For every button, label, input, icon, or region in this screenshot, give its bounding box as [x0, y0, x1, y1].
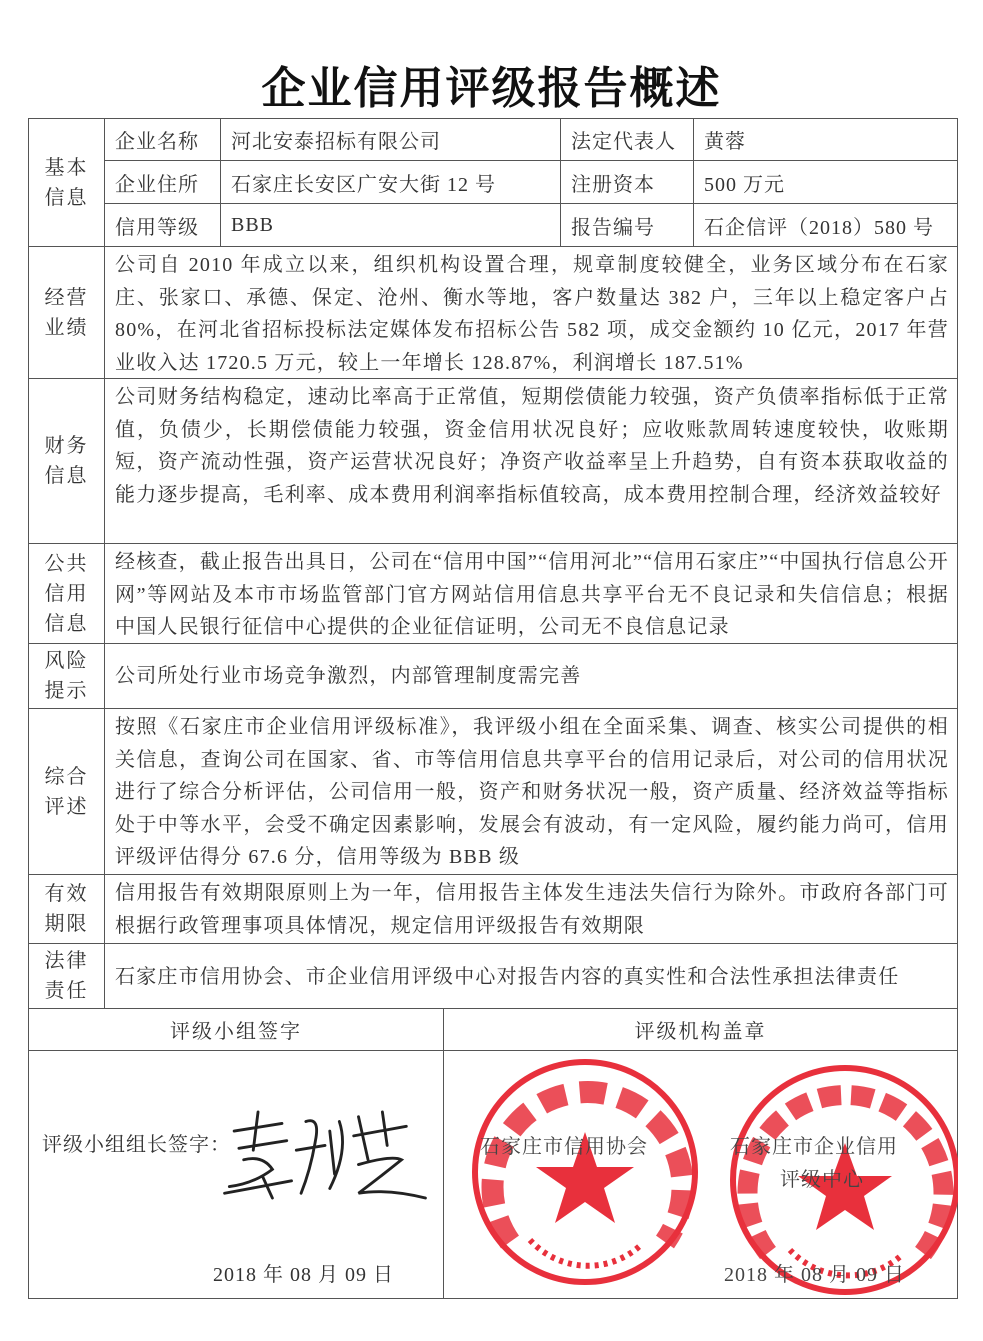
stamp-credit-association — [470, 1052, 700, 1292]
basic-info-label: 基本信息 — [28, 118, 105, 247]
field-label-company-name: 企业名称 — [104, 118, 221, 161]
field-value-capital: 500 万元 — [693, 160, 958, 204]
left-date: 2018 年 08 月 09 日 — [213, 1264, 394, 1286]
section-text-legal: 石家庄市信用协会、市企业信用评级中心对报告内容的真实性和合法性承担法律责任 — [104, 943, 958, 1009]
section-text-validity: 信用报告有效期限原则上为一年，信用报告主体发生违法失信行为除外。市政府各部门可根据行政管理事项具体情况，规定信用评级报告有效期限 — [104, 874, 958, 944]
section-text-risk: 公司所处行业市场竞争激烈，内部管理制度需完善 — [104, 643, 958, 709]
org2-name-line1: 石家庄市企业信用 — [730, 1136, 898, 1158]
section-label-public-credit: 公共信用信息 — [28, 543, 105, 644]
signature-header-right: 评级机构盖章 — [443, 1008, 958, 1051]
section-label-risk: 风险提示 — [28, 643, 105, 709]
field-label-address: 企业住所 — [104, 160, 221, 204]
field-value-credit-grade: BBB — [220, 203, 561, 247]
field-value-legal-rep: 黄蓉 — [693, 118, 958, 161]
field-value-company-name: 河北安泰招标有限公司 — [220, 118, 561, 161]
section-text-performance: 公司自 2010 年成立以来，组织机构设置合理，规章制度较健全，业务区域分布在石家庄、张家口、承德、保定、沧州、衡水等地，客户数量达 382 户，三年以上稳定客户占 80%，在河北省招标投标法定媒体发布招标公告 582 项，成交金额约 10 亿元，2017 年营业收入达 1720.5 万元，较上一年增长 128.87%，利润增长 187.51% — [104, 246, 958, 379]
org2-name-line2: 评级中心 — [780, 1169, 864, 1191]
page-title: 企业信用评级报告概述 — [261, 64, 722, 113]
section-label-performance: 经营业绩 — [28, 246, 105, 379]
section-label-validity: 有效期限 — [28, 874, 105, 944]
section-label-summary: 综合评述 — [28, 708, 105, 875]
handwritten-signature — [215, 1100, 435, 1210]
field-label-report-no: 报告编号 — [560, 203, 694, 247]
right-date: 2018 年 08 月 09 日 — [724, 1264, 905, 1286]
section-text-summary: 按照《石家庄市企业信用评级标准》，我评级小组在全面采集、调查、核实公司提供的相关信息，查询公司在国家、省、市等信用信息共享平台的信用记录后，对公司的信用状况进行了综合分析评估，公司信用一般，资产和财务状况一般，资产质量、经济效益等指标处于中等水平，会受不确定因素影响，发展会有波动，有一定风险，履约能力尚可，信用评级评估得分 67.6 分，信用等级为 BBB 级 — [104, 708, 958, 875]
section-text-public-credit: 经核查，截止报告出具日，公司在“信用中国”“信用河北”“信用石家庄”“中国执行信息公开网”等网站及本市市场监管部门官方网站信用信息共享平台无不良记录和失信信息；根据中国人民银行征信中心提供的企业征信证明，公司无不良信息记录 — [104, 543, 958, 644]
field-value-report-no: 石企信评（2018）580 号 — [693, 203, 958, 247]
section-text-finance: 公司财务结构稳定，速动比率高于正常值，短期偿债能力较强，资产负债率指标低于正常值，负债少，长期偿债能力较强，资金信用状况良好；应收账款周转速度较快，收账期短，资产流动性强，资产运营状况良好；净资产收益率呈上升趋势，自有资本获取收益的能力逐步提高，毛利率、成本费用利润率指标值较高，成本费用控制合理，经济效益较好 — [104, 378, 958, 544]
section-label-legal: 法律责任 — [28, 943, 105, 1009]
field-value-address: 石家庄长安区广安大街 12 号 — [220, 160, 561, 204]
org1-name: 石家庄市信用协会 — [480, 1136, 648, 1158]
field-label-legal-rep: 法定代表人 — [560, 118, 694, 161]
field-label-capital: 注册资本 — [560, 160, 694, 204]
leader-signature-label: 评级小组组长签字： — [42, 1134, 231, 1156]
signature-header-left: 评级小组签字 — [28, 1008, 444, 1051]
section-label-finance: 财务信息 — [28, 378, 105, 544]
field-label-credit-grade: 信用等级 — [104, 203, 221, 247]
